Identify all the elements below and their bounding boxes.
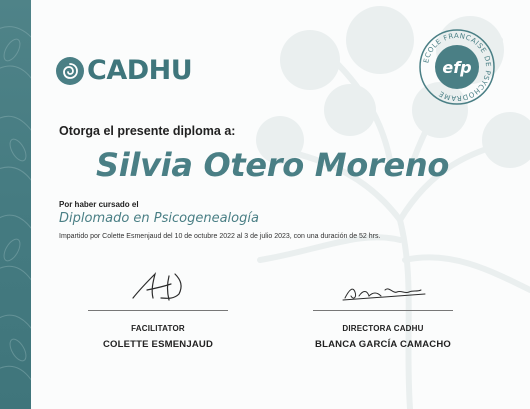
course-details: Impartido por Colette Esmenjaud del 10 de octubre 2022 al 3 de julio 2023, con una duración de 52 hrs. xyxy=(59,233,381,240)
signatory-role: DIRECTORA CADHU xyxy=(342,324,424,333)
recipient-name: Silvia Otero Moreno xyxy=(96,146,450,184)
signature-block-director xyxy=(308,268,458,350)
signatory-role: FACILITATOR xyxy=(131,324,185,333)
handwritten-signature-icon xyxy=(323,268,443,306)
signatory-name: COLETTE ESMENJAUD xyxy=(102,339,214,350)
seal-ring-text: ECOLE FRANCAISE DE PSYCHODRAME xyxy=(422,31,493,103)
signatory-name: BLANCA GARCÍA CAMACHO xyxy=(315,339,451,350)
signature-line xyxy=(313,310,453,311)
seal-initials: efp xyxy=(442,58,472,77)
brand-name: CADHU xyxy=(87,55,193,86)
handwritten-signature-icon xyxy=(113,268,203,306)
decorative-side-band xyxy=(0,0,31,409)
signature-line xyxy=(88,310,228,311)
spiral-logo-icon xyxy=(56,57,84,85)
efp-seal-icon xyxy=(418,28,496,106)
diploma-intro: Otorga el presente diploma a: xyxy=(59,124,236,138)
leaf-pattern-icon xyxy=(0,0,31,409)
course-intro: Por haber cursado el xyxy=(59,200,139,209)
course-name: Diplomado en Psicogenealogía xyxy=(59,211,259,226)
cadhu-logo xyxy=(56,56,192,86)
signature-block-facilitator xyxy=(83,268,233,350)
